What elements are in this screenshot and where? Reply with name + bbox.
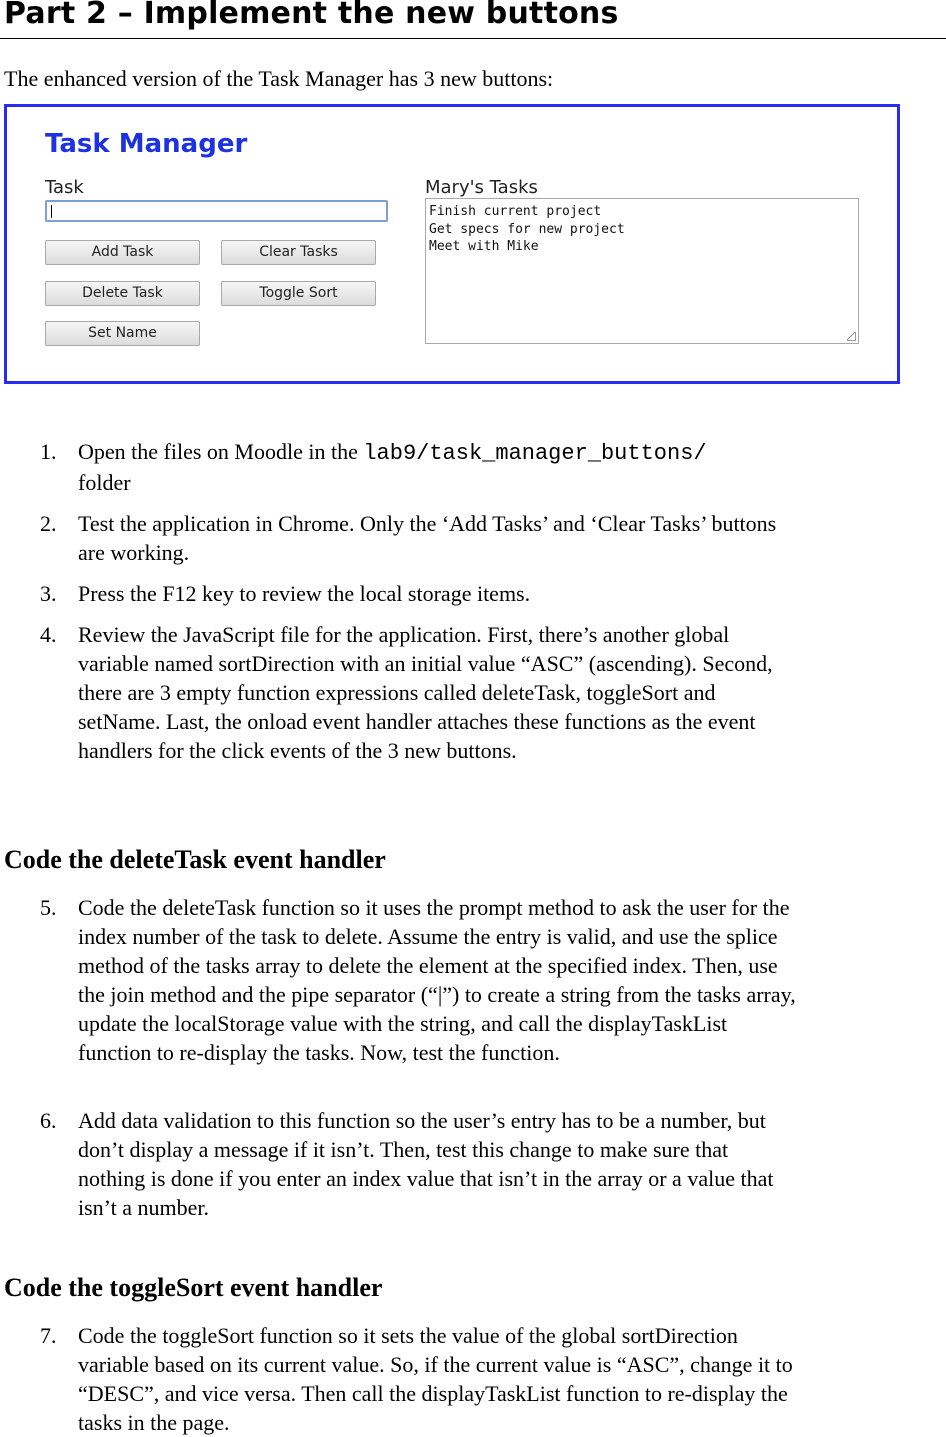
task-manager-screenshot (4, 104, 900, 384)
add-task-button[interactable]: Add Task (45, 240, 200, 265)
step-6 (40, 1106, 800, 1222)
part-title: Part 2 – Implement the new buttons (4, 0, 619, 31)
intro-text: The enhanced version of the Task Manager has 3 new buttons: (4, 66, 554, 91)
app-title: Task Manager (45, 129, 248, 159)
text-caret (51, 205, 52, 218)
task-input[interactable] (45, 200, 388, 222)
step-text: Code the deleteTask function so it uses the prompt method to ask the user for the index number of the task to delete. Assume the entry is valid, and use the splice method of the tasks array to delete the element at the specified index. Then, use the join method and the pipe separator (“|”) to create a string from the tasks array, update the localStorage value with the string, and call the displayTaskList function to re-display the tasks. Now, test the function. (78, 895, 796, 1065)
task-list-label: Mary's Tasks (425, 177, 538, 198)
step-number: 5. (40, 895, 57, 920)
step-text: Add data validation to this function so the user’s entry has to be a number, but don’t display a message if it isn’t. Then, test this change to make sure that nothing is done if you enter an index value that isn’t in the array or a value that isn’t a number. (78, 1108, 774, 1220)
step-text: Open the files on Moodle in the (78, 439, 364, 464)
step-number: 3. (40, 581, 57, 606)
step-number: 7. (40, 1323, 57, 1348)
step-4 (40, 620, 800, 765)
delete-task-button[interactable]: Delete Task (45, 281, 200, 306)
task-list-item: Meet with Mike (429, 239, 539, 254)
step-2 (40, 509, 800, 567)
task-list-item: Get specs for new project (429, 221, 625, 237)
folder-path: lab9/task_manager_buttons/ (363, 441, 707, 466)
step-3 (40, 579, 800, 608)
task-list-textarea[interactable] (425, 198, 859, 344)
resize-handle-icon[interactable] (847, 332, 856, 341)
step-text: Review the JavaScript file for the application. First, there’s another global variable named sortDirection with an initial value “ASC” (ascending). Second, there are 3 empty function expressions called deleteTask, toggleSort and setName. Last, the onload event handler attaches these functions as the event handlers for the click events of the 3 new buttons. (78, 622, 773, 763)
step-text: Test the application in Chrome. Only the ‘Add Tasks’ and ‘Clear Tasks’ buttons are working. (78, 511, 777, 565)
step-number: 2. (40, 511, 57, 536)
set-name-button[interactable]: Set Name (45, 321, 200, 346)
clear-tasks-button[interactable]: Clear Tasks (221, 240, 376, 265)
step-text: Code the toggleSort function so it sets the value of the global sortDirection variable based on its current value. So, if the current value is “ASC”, change it to “DESC”, and vice versa. Then call the displayTaskList function to re-display the tasks in the page. (78, 1323, 793, 1435)
step-number: 6. (40, 1108, 57, 1133)
toggle-sort-button[interactable]: Toggle Sort (221, 281, 376, 306)
step-5 (40, 893, 800, 1067)
step-number: 4. (40, 622, 57, 647)
step-7 (40, 1321, 800, 1437)
section-heading-delete: Code the deleteTask event handler (4, 845, 386, 874)
task-label: Task (45, 177, 84, 198)
task-list-item: Finish current project (429, 204, 602, 219)
step-text: folder (78, 470, 131, 495)
step-text: Press the F12 key to review the local storage items. (78, 581, 531, 606)
step-1 (40, 437, 800, 497)
section-heading-toggle: Code the toggleSort event handler (4, 1273, 383, 1302)
step-number: 1. (40, 439, 57, 464)
title-rule (0, 38, 946, 39)
